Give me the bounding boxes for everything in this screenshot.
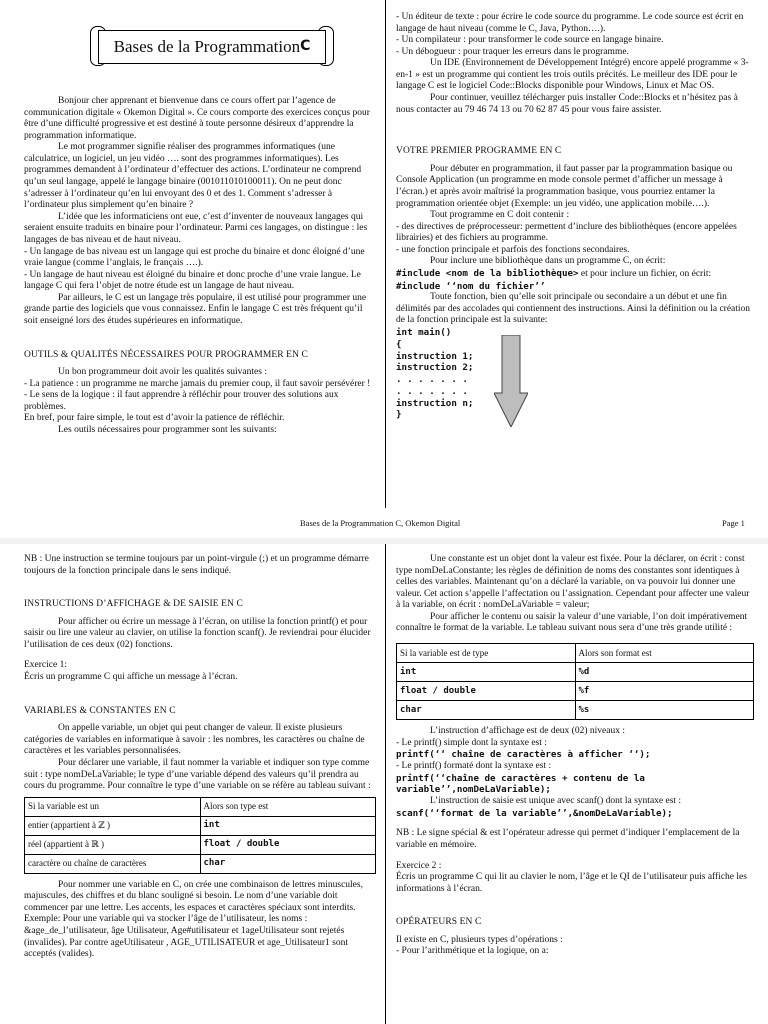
premier-paragraph-5: Pour inclure une bibliothèque dans un programme C, on écrit: xyxy=(430,256,666,267)
section-heading-premier: VOTRE PREMIER PROGRAMME EN C xyxy=(396,146,562,157)
fonction-paragraph: Toute fonction, bien qu’elle soit principale ou secondaire a un début et une fin délimités par des accolades qui contiennent des instructions. Ainsi la définition ou la création de la fonction principale est la suivante: xyxy=(396,292,751,326)
constantes-paragraph-1: Une constante est un objet dont la valeur est fixée. Pour la déclarer, on écrit : const type nomDeLaConstante; les règles de définition de noms des constantes sont identiques à celles des variables. Maintenant qu’on a déclaré la variable, on va pouvoir lui donner une valeur. Cet action s’appelle l’affectation ou l’assignation. Cependant pour affecter une valeur à la variable, on écrit : nomDeLaVariable = valeur; xyxy=(396,554,750,611)
table-cell: %s xyxy=(575,701,754,720)
premier-paragraph-1: Pour débuter en programmation, il faut passer par la programmation basique ou Console Application (un programme en mode console permet d’afficher un message à l’écran.) et après avoir maîtrisé la programmation basique, vous pourriez entamer la programmation orientée objet (Exemple: un jeu vidéo, une application mobile….). xyxy=(396,163,733,209)
table-row xyxy=(397,701,754,720)
operateurs-paragraphs xyxy=(396,935,754,958)
type-table-header xyxy=(25,797,376,816)
exercise-2-text: Écris un programme C qui lit au clavier le nom, l’âge et le QI de l’utilisateur puis affiche les informations à l’écran. xyxy=(396,872,747,894)
column-divider-2 xyxy=(385,544,386,1024)
tools-paragraph-3: - Un débogueur : pour traquer les erreurs dans le programme. xyxy=(396,46,629,57)
code-line: instruction 2; xyxy=(396,362,474,374)
paragraph-3: L’idée que les informaticiens ont eue, c’est d’inventer de nouveaux langages qui seraient ensuite traduits en binaire pour l’ordinateur. Parmi ces langages, on distingue : les langages de bas niveau et de haut niveau. xyxy=(24,211,368,245)
outils-paragraphs xyxy=(24,367,376,436)
paragraph-1: Bonjour cher apprenant et bienvenue dans ce cours offert par l’agence de communication digitale « Okemon Digital ». Ce cours comporte des exercices conçus pour être d’une difficulté progressive et est destiné à toute personne désireux d’apprendre la programmation informatique. xyxy=(24,96,370,141)
table-cell: caractère ou chaîne de caractères xyxy=(25,854,201,873)
premier-programme-paragraphs xyxy=(396,164,754,268)
page-2 xyxy=(0,544,768,1024)
table-cell: float / double xyxy=(200,835,376,854)
table-cell: int xyxy=(397,663,576,682)
include-library-line: #include <nom de la bibliothèque> et pour inclure un fichier, on écrit: xyxy=(396,267,712,279)
variables-paragraph-1: On appelle variable, un objet qui peut changer de valeur. Il existe plusieurs catégories de variables en informatique à savoir : les nombres, les caractères ou chaîne de caractères et les variables personnalisées. xyxy=(24,723,365,757)
page1-left-column xyxy=(24,96,376,508)
column-divider xyxy=(385,0,386,508)
section-heading-affichage: INSTRUCTIONS D’AFFICHAGE & DE SAISIE EN C xyxy=(24,599,243,610)
printf-simple-code: printf(‘‘ chaîne de caractères à afficher ‘‘); xyxy=(396,749,651,761)
outils-paragraph-3: - Le sens de la logique : il faut apprendre à réfléchir pour trouver des solutions aux problèmes. xyxy=(24,390,339,412)
table-cell: réel (appartient à ℝ ) xyxy=(25,835,201,854)
table-cell: float / double xyxy=(397,682,576,701)
table-cell: %f xyxy=(575,682,754,701)
page2-right-column xyxy=(396,554,754,1024)
variables-paragraph-2: Pour déclarer une variable, il faut nommer la variable et indiquer son type comme suit : type nomDeLaVariable; le type d’une variable dépend des valeurs qu’il prendra au cours du programme. Pour connaître le type d’une variable on se réfère au tableau suivant : xyxy=(24,757,371,792)
footer-title: Bases de la Programmation C, Okemon Digital xyxy=(300,518,461,528)
code-line: } xyxy=(396,409,402,421)
premier-paragraph-2: Tout programme en C doit contenir : xyxy=(430,210,570,221)
paragraph-2: Le mot programmer signifie réaliser des programmes informatiques (une calculatrice, un logiciel, un jeu vidéo …. sont des programmes informatiques). Les programmes demandent à l’ordinateur d’effectuer des actions. L’ordinateur ne comprend qu’un seul langage, appelé le langage binaire (001011010100011). On ne peut donc s’adresser à l’ordinateur qu’en lui envoyant des 0 et des 1. Comment s’adresser à l’ordinateur plus simplement qu’en binaire ? xyxy=(24,142,362,211)
table-cell: entier (appartient à ℤ ) xyxy=(25,816,201,835)
operateurs-paragraph-1: Il existe en C, plusieurs types d’opérations : xyxy=(396,934,563,945)
code-line: int main() xyxy=(396,327,452,339)
printf-paragraph-1: L’instruction d’affichage est de deux (02) niveaux : xyxy=(430,726,625,737)
outils-paragraph-1: Un bon programmeur doit avoir les qualités suivantes : xyxy=(58,367,267,378)
table-row xyxy=(397,663,754,682)
down-arrow-icon xyxy=(494,335,528,427)
printf-formatted-code: printf(‘‘chaîne de caractères + contenu de la variable’’,nomDeLaVariable); xyxy=(396,772,645,796)
nommer-paragraphs xyxy=(24,880,376,961)
premier-paragraph-3: - des directives de préprocesseur: permettent d’inclure des bibliothèques (encore appelées librairies) et des fichiers au programme. xyxy=(396,221,737,244)
exercise-1-title: Exercice 1: xyxy=(24,660,67,671)
include-file-line: #include ‘‘nom du fichier’’ xyxy=(396,280,546,292)
premier-paragraph-4: - une fonction principale et parfois des fonctions secondaires. xyxy=(396,244,630,255)
tools-paragraph-1: - Un éditeur de texte : pour écrire le code source du programme. Le code source est écrit en langage de haut niveau (comme le C, Java, Python….). xyxy=(396,12,744,34)
paragraph-6: Par ailleurs, le C est un langage très populaire, il est utilisé pour programmer une grande partie des logiciels que vous connaissez. Enfin le langage C est très fréquent qu’il soit enseigné lors des études supérieures en informatique. xyxy=(24,292,367,326)
page1-right-column xyxy=(396,12,754,508)
page2-left-column xyxy=(24,554,376,1024)
title-banner xyxy=(88,24,336,70)
type-table xyxy=(24,797,376,874)
main-code-area xyxy=(396,327,754,421)
constantes-paragraph-2: Pour afficher le contenu ou saisir la valeur d’une variable, l’on doit impérativement connaître le format de la variable. Le tableau suivant nous sera d’une très grande utilité : xyxy=(396,611,748,634)
code-line: { xyxy=(396,338,402,350)
paragraph-4: - Un langage de bas niveau est un langage qui est proche du binaire et donc éloigné d’une vraie langue (comme l’anglais, le français ….). xyxy=(24,246,365,269)
table-row xyxy=(25,854,376,873)
section-heading-variables: VARIABLES & CONSTANTES EN C xyxy=(24,705,176,716)
printf-formatted-label: - Le printf() formaté dont la syntaxe est : xyxy=(396,760,552,771)
printf-paragraph-2: - Le printf() simple dont la syntaxe est : xyxy=(396,737,547,748)
paragraph-5: - Un langage de haut niveau est éloigné du binaire et donc proche d’une vraie langue. Le langage C qui fera l’objet de notre étude est un langage de haut niveau. xyxy=(24,269,361,292)
footer-page-number: Page 1 xyxy=(722,518,745,528)
table-cell: char xyxy=(200,854,376,873)
table-row xyxy=(25,816,376,835)
table-cell: char xyxy=(397,701,576,720)
table-cell: int xyxy=(200,816,376,835)
nb-semicolon: NB : Une instruction se termine toujours par un point-virgule (;) et un programme démarre toujours de la fonction principale dans le sens indiqué. xyxy=(24,554,369,576)
outils-paragraph-5: Les outils nécessaires pour programmer sont les suivants: xyxy=(58,425,277,436)
affichage-paragraph-1: Pour afficher ou écrire un message à l’écran, on utilise la fonction printf() et pour saisir ou lire une valeur au clavier, on utilise la fonction scanf(). Je reviendrai pour élucider l’utilisation de ces deux (02) fonctions. xyxy=(24,616,371,650)
code-line: instruction 1; xyxy=(396,350,474,362)
header-cell: Alors son format est xyxy=(575,644,754,663)
table-cell: %d xyxy=(575,663,754,682)
header-cell: Alors son type est xyxy=(200,797,376,816)
printf-paragraphs xyxy=(396,726,754,749)
code-line: . . . . . . . xyxy=(396,374,468,386)
nb-address-operator: NB : Le signe spécial & est l’opérateur adresse qui permet d’indiquer l’emplacement de la variable en mémoire. xyxy=(396,828,740,850)
scanf-code: scanf(‘‘format de la variable’’,&nomDeLaVariable); xyxy=(396,807,673,819)
table-row xyxy=(25,835,376,854)
format-table-header xyxy=(397,644,754,663)
exercise-2-title: Exercice 2 : xyxy=(396,860,442,871)
affichage-paragraphs xyxy=(24,617,376,652)
section-heading-operateurs: OPÉRATEURS EN C xyxy=(396,917,482,928)
outils-paragraph-4: En bref, pour faire simple, le tout est d’avoir la patience de réfléchir. xyxy=(24,413,285,424)
code-line: instruction n; xyxy=(396,397,474,409)
variables-paragraphs xyxy=(24,723,376,792)
code-line: . . . . . . . xyxy=(396,385,468,397)
header-cell: Si la variable est un xyxy=(25,797,201,816)
table-row xyxy=(397,682,754,701)
outils-paragraph-2: - La patience : un programme ne marche jamais du premier coup, il faut savoir persévérer ! xyxy=(24,378,371,389)
operateurs-paragraph-2: - Pour l’arithmétique et la logique, on a: xyxy=(396,946,549,957)
constantes-paragraphs xyxy=(396,554,754,635)
tools-paragraph-5: Pour continuer, veuillez télécharger puis installer Code::Blocks et n’hésitez pas à nous contacter au 79 46 74 13 ou 70 62 87 45 pour vous faire assister. xyxy=(396,93,738,115)
format-table xyxy=(396,643,754,720)
section-heading-outils: OUTILS & QUALITÉS NÉCESSAIRES POUR PROGRAMMER EN C xyxy=(24,349,308,360)
tools-paragraph-2: - Un compilateur : pour transformer le code source en langage binaire. xyxy=(396,35,664,46)
tools-paragraph-4: Un IDE (Environnement de Développement Intégré) encore appelé programme « 3-en-1 » est un programme qui contient les trois outils précités. Le meilleur des IDE pour le langage C est le logiciel Code::Blocks disponible pour Windows, Linux et Mac OS. xyxy=(396,58,749,92)
page-title: Bases de la Programmation C xyxy=(98,30,326,64)
tools-paragraphs xyxy=(396,12,754,116)
header-cell: Si la variable est de type xyxy=(397,644,576,663)
scanf-label: L’instruction de saisie est unique avec scanf() dont la syntaxe est : xyxy=(430,796,682,807)
exercise-1-text: Écris un programme C qui affiche un message à l’écran. xyxy=(24,672,238,683)
main-function-code xyxy=(396,327,754,421)
nommer-paragraph-1: Pour nommer une variable en C, on crée une combinaison de lettres minuscules, majuscules, des chiffres et du blanc souligné si besoin. Le nom d’une variable doit commencer par une lettre. Les accents, les espaces et caractères spéciaux sont interdits. Exemple: Pour une variable qui va stocker l’âge de l’utilisateur, les noms : &age_de_l’utilisateur, âge Utilisateur, Age#utilisateur et 1ageUtilisateur sont rejetés (invalides). Par contre ageUtilisateur , AGE_UTILISATEUR et age_Utilisateur1 sont acceptés (valides). xyxy=(24,879,363,960)
intro-paragraphs xyxy=(24,96,376,328)
